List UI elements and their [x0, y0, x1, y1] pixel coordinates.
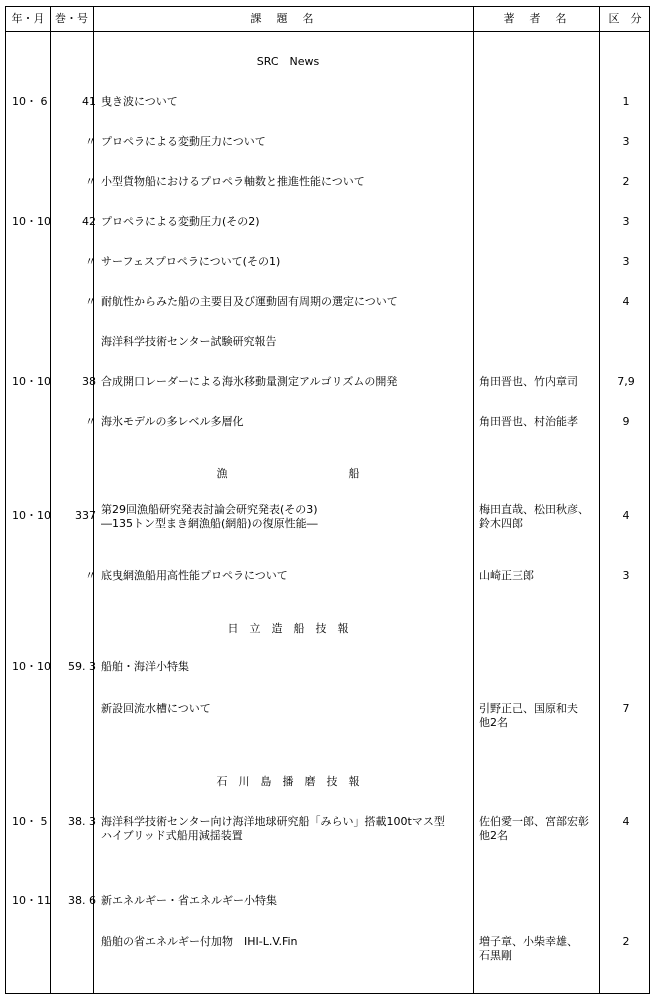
row-date: 10・10	[12, 509, 51, 522]
row-volume: 〃	[85, 295, 96, 308]
row-title: 海洋科学技術センター向け海洋地球研究船「みらい」搭載100tマス型	[101, 815, 445, 828]
row-authors-line2: 他2名	[479, 829, 508, 842]
row-volume: 〃	[85, 175, 96, 188]
row-date: 10・ 6	[12, 95, 48, 108]
row-date: 10・ 5	[12, 815, 48, 828]
column-divider	[599, 7, 600, 993]
header-divider	[6, 31, 649, 32]
row-title: プロペラによる変動圧力について	[101, 135, 266, 148]
index-table	[5, 6, 650, 994]
row-authors: 梅田直哉、松田秋彦、	[479, 503, 589, 516]
row-title: 耐航性からみた船の主要目及び運動固有周期の選定について	[101, 295, 398, 308]
row-classification: 2	[622, 175, 630, 188]
row-title: 海氷モデルの多レベル多層化	[101, 415, 244, 428]
row-title-line2: ―135トン型まき網漁船(網船)の復原性能―	[101, 517, 318, 530]
row-authors: 佐伯愛一郎、宮部宏彰	[479, 815, 589, 828]
row-authors: 引野正己、国原和夫	[479, 702, 578, 715]
row-classification: 1	[622, 95, 630, 108]
row-date: 10・10	[12, 375, 51, 388]
row-title: 船舶・海洋小特集	[101, 660, 189, 673]
row-title-line2: ハイブリッド式船用減揺装置	[101, 829, 243, 842]
row-volume: 〃	[85, 415, 96, 428]
row-title: 曳き波について	[101, 95, 178, 108]
row-title: 第29回漁船研究発表討論会研究発表(その3)	[101, 503, 318, 516]
section-heading-fishing: 漁 船	[216, 467, 360, 480]
column-divider	[50, 7, 51, 993]
row-volume: 〃	[85, 569, 96, 582]
row-classification: 9	[622, 415, 630, 428]
header-authors: 著 者 名	[503, 12, 569, 25]
row-volume: 41	[82, 95, 96, 108]
row-volume: 42	[82, 215, 96, 228]
row-volume: 〃	[85, 135, 96, 148]
section-heading-src-news: SRC News	[256, 55, 320, 68]
row-classification: 4	[622, 295, 630, 308]
row-classification: 7,9	[617, 375, 635, 388]
row-authors: 角田晋也、村治能孝	[479, 415, 578, 428]
column-divider	[93, 7, 94, 993]
header-date: 年・月	[11, 12, 45, 25]
row-title: 船舶の省エネルギー付加物 IHI-L.V.Fin	[101, 935, 298, 948]
row-date: 10・10	[12, 660, 51, 673]
header-volume: 巻・号	[55, 12, 88, 25]
row-classification: 2	[622, 935, 630, 948]
row-classification: 7	[622, 702, 630, 715]
row-classification: 3	[622, 255, 630, 268]
row-authors: 山崎正三郎	[479, 569, 534, 582]
section-heading-ocean-report: 海洋科学技術センター試験研究報告	[101, 335, 277, 348]
row-authors: 増子章、小柴幸雄、	[479, 935, 578, 948]
row-volume: 38. 3	[68, 815, 96, 828]
row-title: サーフェスプロペラについて(その1)	[101, 255, 281, 268]
row-title: 新設回流水槽について	[101, 702, 211, 715]
row-title: プロペラによる変動圧力(その2)	[101, 215, 260, 228]
row-title: 新エネルギー・省エネルギー小特集	[101, 894, 277, 907]
header-classification: 区 分	[608, 12, 642, 25]
row-volume: 59. 3	[68, 660, 96, 673]
row-classification: 4	[622, 815, 630, 828]
row-classification: 3	[622, 569, 630, 582]
column-divider	[473, 7, 474, 993]
row-classification: 4	[622, 509, 630, 522]
row-classification: 3	[622, 215, 630, 228]
row-title: 底曳網漁船用高性能プロペラについて	[101, 569, 288, 582]
row-authors-line2: 他2名	[479, 716, 508, 729]
row-volume: 38	[82, 375, 96, 388]
row-authors: 角田晋也、竹内章司	[479, 375, 578, 388]
row-title: 小型貨物船におけるプロペラ軸数と推進性能について	[101, 175, 365, 188]
section-heading-hitachi: 日 立 造 船 技 報	[227, 622, 349, 635]
row-title: 合成開口レーダーによる海氷移動量測定アルゴリズムの開発	[101, 375, 398, 388]
row-authors-line2: 石黒剛	[479, 949, 512, 962]
row-classification: 3	[622, 135, 630, 148]
row-volume: 337	[75, 509, 96, 522]
row-date: 10・10	[12, 215, 51, 228]
header-title: 課 題 名	[250, 12, 316, 25]
row-volume: 〃	[85, 255, 96, 268]
row-date: 10・11	[12, 894, 51, 907]
row-volume: 38. 6	[68, 894, 96, 907]
section-heading-ishikawajima: 石 川 島 播 磨 技 報	[216, 775, 360, 788]
row-authors-line2: 鈴木四郎	[479, 517, 523, 530]
